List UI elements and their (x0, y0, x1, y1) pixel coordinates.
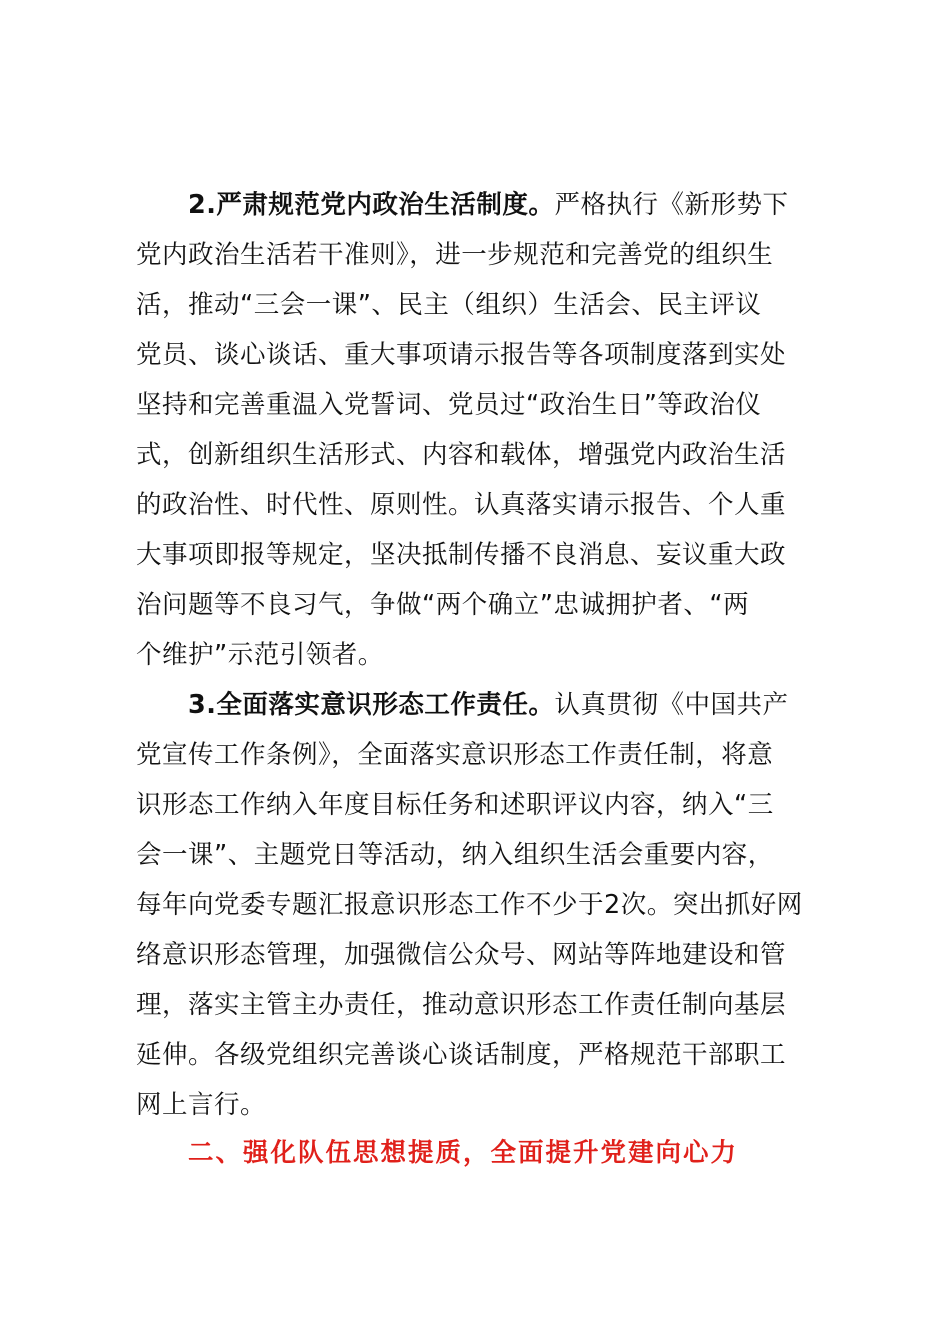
paragraph-3-line-4: 每年向党委专题汇报意识形态工作不少于2次。突出抓好网 (136, 890, 803, 920)
section-heading: 二、强化队伍思想提质，全面提升党建向心力 (188, 1138, 739, 1168)
paragraph-3-line-7: 延伸。各级党组织完善谈心谈话制度，严格规范干部职工 (136, 1040, 787, 1070)
paragraph-2-line-2: 活，推动“三会一课”、民主（组织）生活会、民主评议 (136, 290, 762, 320)
paragraph-2-line-5: 式，创新组织生活形式、内容和载体，增强党内政治生活 (136, 440, 787, 470)
paragraph-2-line-8: 治问题等不良习气，争做“两个确立”忠诚拥护者、“两 (136, 590, 750, 620)
paragraph-3-line-6: 理，落实主管主办责任，推动意识形态工作责任制向基层 (136, 990, 787, 1020)
paragraph-2-line-0: 严格执行《新形势下 (554, 190, 789, 220)
paragraph-3-line-8: 网上言行。 (136, 1090, 267, 1120)
paragraph-2-line-3: 党员、谈心谈话、重大事项请示报告等各项制度落到实处 (136, 340, 787, 370)
paragraph-2-line-4: 坚持和完善重温入党誓词、党员过“政治生日”等政治仪 (136, 390, 762, 420)
section-heading-block (136, 1128, 836, 1178)
paragraph-2-line-7: 大事项即报等规定，坚决抵制传播不良消息、妄议重大政 (136, 540, 787, 570)
paragraph-2-title: 2.严肃规范党内政治生活制度。 (188, 190, 555, 220)
paragraph-2-line-1: 党内政治生活若干准则》，进一步规范和完善党的组织生 (136, 240, 774, 270)
paragraph-3-line-3: 会一课”、主题党日等活动，纳入组织生活会重要内容， (136, 840, 774, 870)
paragraph-3-first-line (136, 680, 836, 730)
paragraph-3-line-1: 党宣传工作条例》，全面落实意识形态工作责任制，将意 (136, 740, 774, 770)
paragraph-3-line-5: 络意识形态管理，加强微信公众号、网站等阵地建设和管 (136, 940, 787, 970)
paragraph-3-line-2: 识形态工作纳入年度目标任务和述职评议内容，纳入“三 (136, 790, 774, 820)
paragraph-2-first-line (136, 180, 836, 230)
paragraph-3-line-0: 认真贯彻《中国共产 (554, 690, 789, 720)
paragraph-2-line-6: 的政治性、时代性、原则性。认真落实请示报告、个人重 (136, 490, 787, 520)
paragraph-2-line-9: 个维护”示范引领者。 (136, 640, 384, 670)
paragraph-3-title: 3.全面落实意识形态工作责任。 (188, 690, 555, 720)
paragraph-2 (136, 180, 836, 680)
paragraph-3 (136, 680, 836, 1130)
